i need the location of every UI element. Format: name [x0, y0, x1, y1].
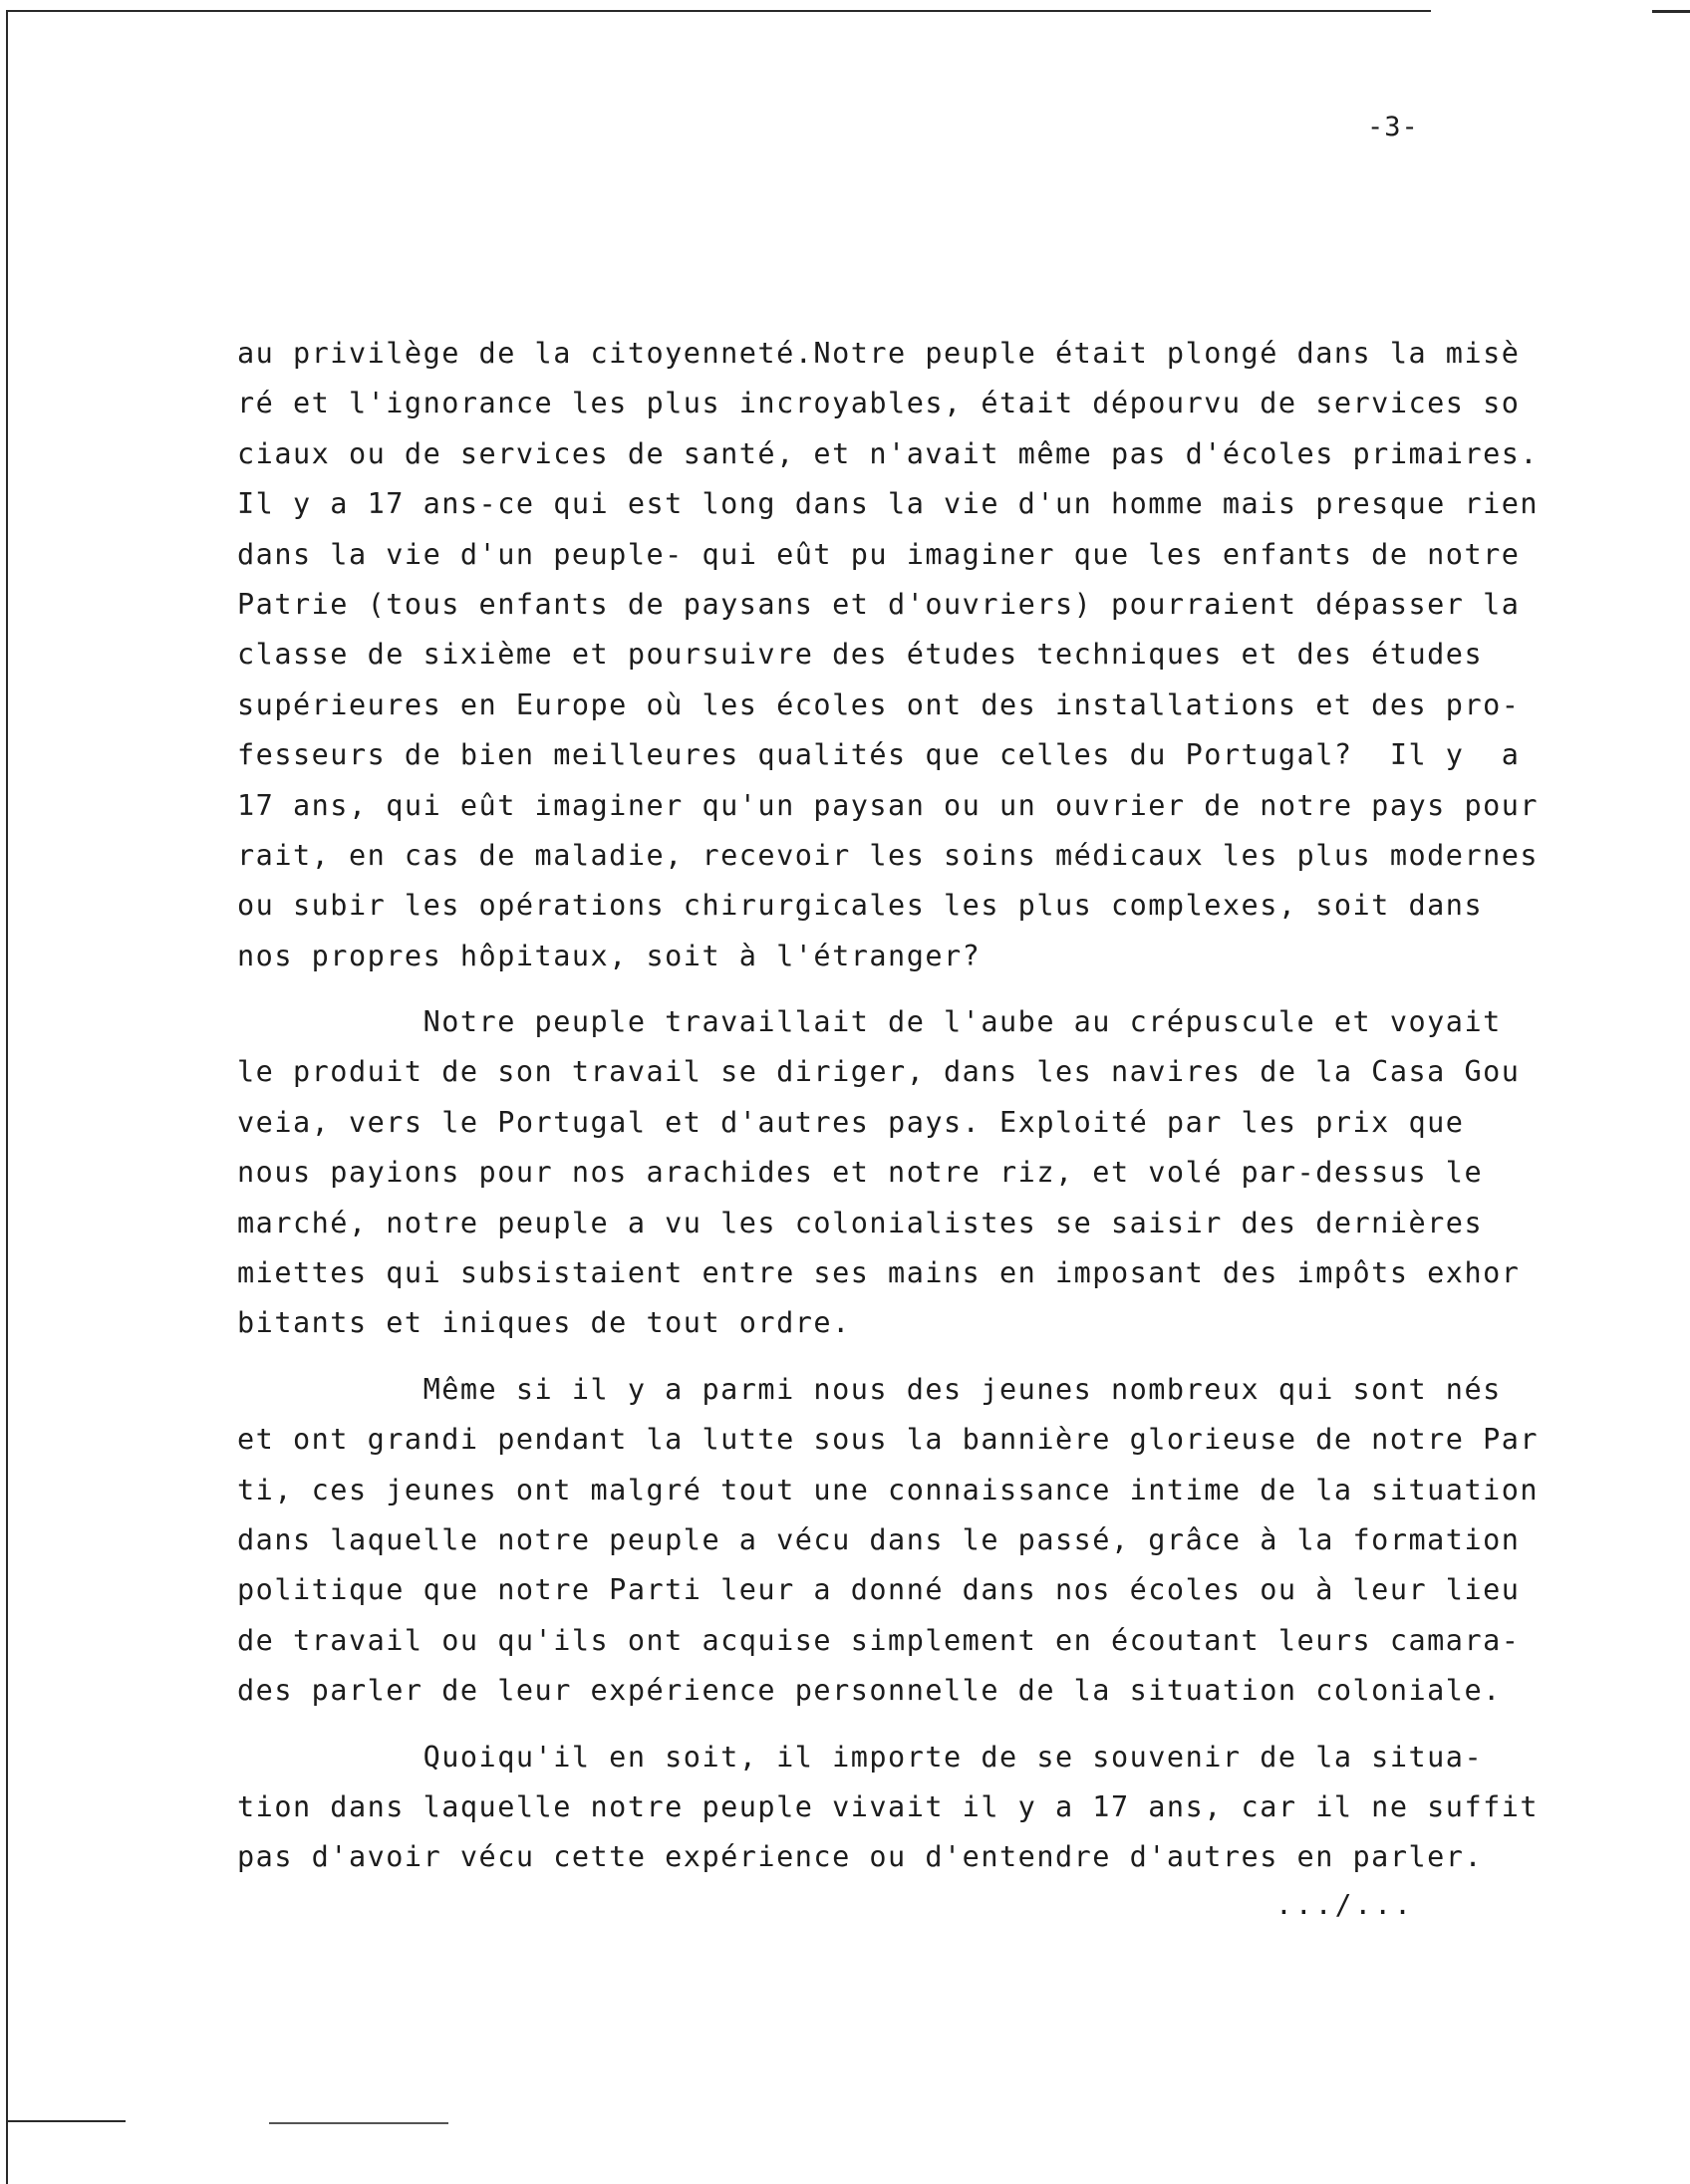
- text-line: dans la vie d'un peuple- qui eût pu imaginer que les enfants de notre: [237, 537, 1521, 571]
- text-line: politique que notre Parti leur a donné dans nos écoles ou à leur lieu: [237, 1573, 1521, 1607]
- text-line: pas d'avoir vécu cette expérience ou d'entendre d'autres en parler.: [237, 1840, 1484, 1874]
- text-line: de travail ou qu'ils ont acquise simplement en écoutant leurs camara-: [237, 1623, 1521, 1657]
- text-line: miettes qui subsistaient entre ses mains en imposant des impôts exhor: [237, 1256, 1521, 1290]
- text-line: bitants et iniques de tout ordre.: [237, 1306, 851, 1340]
- text-line: veia, vers le Portugal et d'autres pays. Exploité par les prix que: [237, 1105, 1465, 1139]
- text-line: nous payions pour nos arachides et notre riz, et volé par-dessus le: [237, 1156, 1484, 1190]
- text-line: dans laquelle notre peuple a vécu dans le passé, grâce à la formation: [237, 1522, 1521, 1556]
- text-line: Notre peuple travaillait de l'aube au crépuscule et voyait: [237, 1005, 1502, 1039]
- scan-border-right-mark: [1652, 10, 1690, 13]
- body-text: [237, 329, 1632, 1883]
- paragraph: [237, 997, 1632, 1349]
- text-line: classe de sixième et poursuivre des études techniques et des études: [237, 638, 1484, 672]
- text-line: Patrie (tous enfants de paysans et d'ouvriers) pourraient dépasser la: [237, 587, 1521, 621]
- text-line: et ont grandi pendant la lutte sous la bannière glorieuse de notre Par: [237, 1423, 1540, 1457]
- paragraph: [237, 1733, 1632, 1883]
- text-line: supérieures en Europe où les écoles ont des installations et des pro-: [237, 687, 1521, 721]
- text-line: ciaux ou de services de santé, et n'avait même pas d'écoles primaires.: [237, 436, 1540, 470]
- text-line: nos propres hôpitaux, soit à l'étranger?: [237, 939, 982, 972]
- scan-border-bottom: [6, 2120, 126, 2122]
- text-line: ré et l'ignorance les plus incroyables, était dépourvu de services so: [237, 387, 1521, 420]
- text-line: au privilège de la citoyenneté.Notre peuple était plongé dans la misè: [237, 337, 1521, 370]
- scan-border-bottom-fragment: [269, 2122, 448, 2124]
- text-line: Même si il y a parmi nous des jeunes nombreux qui sont nés: [237, 1372, 1502, 1406]
- text-line: 17 ans, qui eût imaginer qu'un paysan ou un ouvrier de notre pays pour: [237, 788, 1540, 822]
- text-line: ou subir les opérations chirurgicales les plus complexes, soit dans: [237, 889, 1484, 923]
- text-line: marché, notre peuple a vu les colonialistes se saisir des dernières: [237, 1206, 1484, 1239]
- scan-border-left: [6, 10, 8, 2184]
- text-line: Il y a 17 ans-ce qui est long dans la vie d'un homme mais presque rien: [237, 487, 1540, 521]
- text-line: ti, ces jeunes ont malgré tout une connaissance intime de la situation: [237, 1473, 1540, 1506]
- scan-border-top: [6, 10, 1431, 12]
- continuation-mark: .../...: [1275, 1888, 1415, 1921]
- text-line: le produit de son travail se diriger, dans les navires de la Casa Gou: [237, 1055, 1521, 1089]
- text-line: des parler de leur expérience personnelle de la situation coloniale.: [237, 1674, 1502, 1708]
- text-line: rait, en cas de maladie, recevoir les soins médicaux les plus modernes: [237, 838, 1540, 872]
- text-line: fesseurs de bien meilleures qualités que celles du Portugal? Il y a: [237, 738, 1521, 772]
- paragraph: [237, 329, 1632, 981]
- text-line: Quoiqu'il en soit, il importe de se souvenir de la situa-: [237, 1740, 1484, 1774]
- text-line: tion dans laquelle notre peuple vivait il y a 17 ans, car il ne suffit: [237, 1789, 1540, 1823]
- paragraph: [237, 1365, 1632, 1717]
- page-number: -3-: [1367, 112, 1419, 142]
